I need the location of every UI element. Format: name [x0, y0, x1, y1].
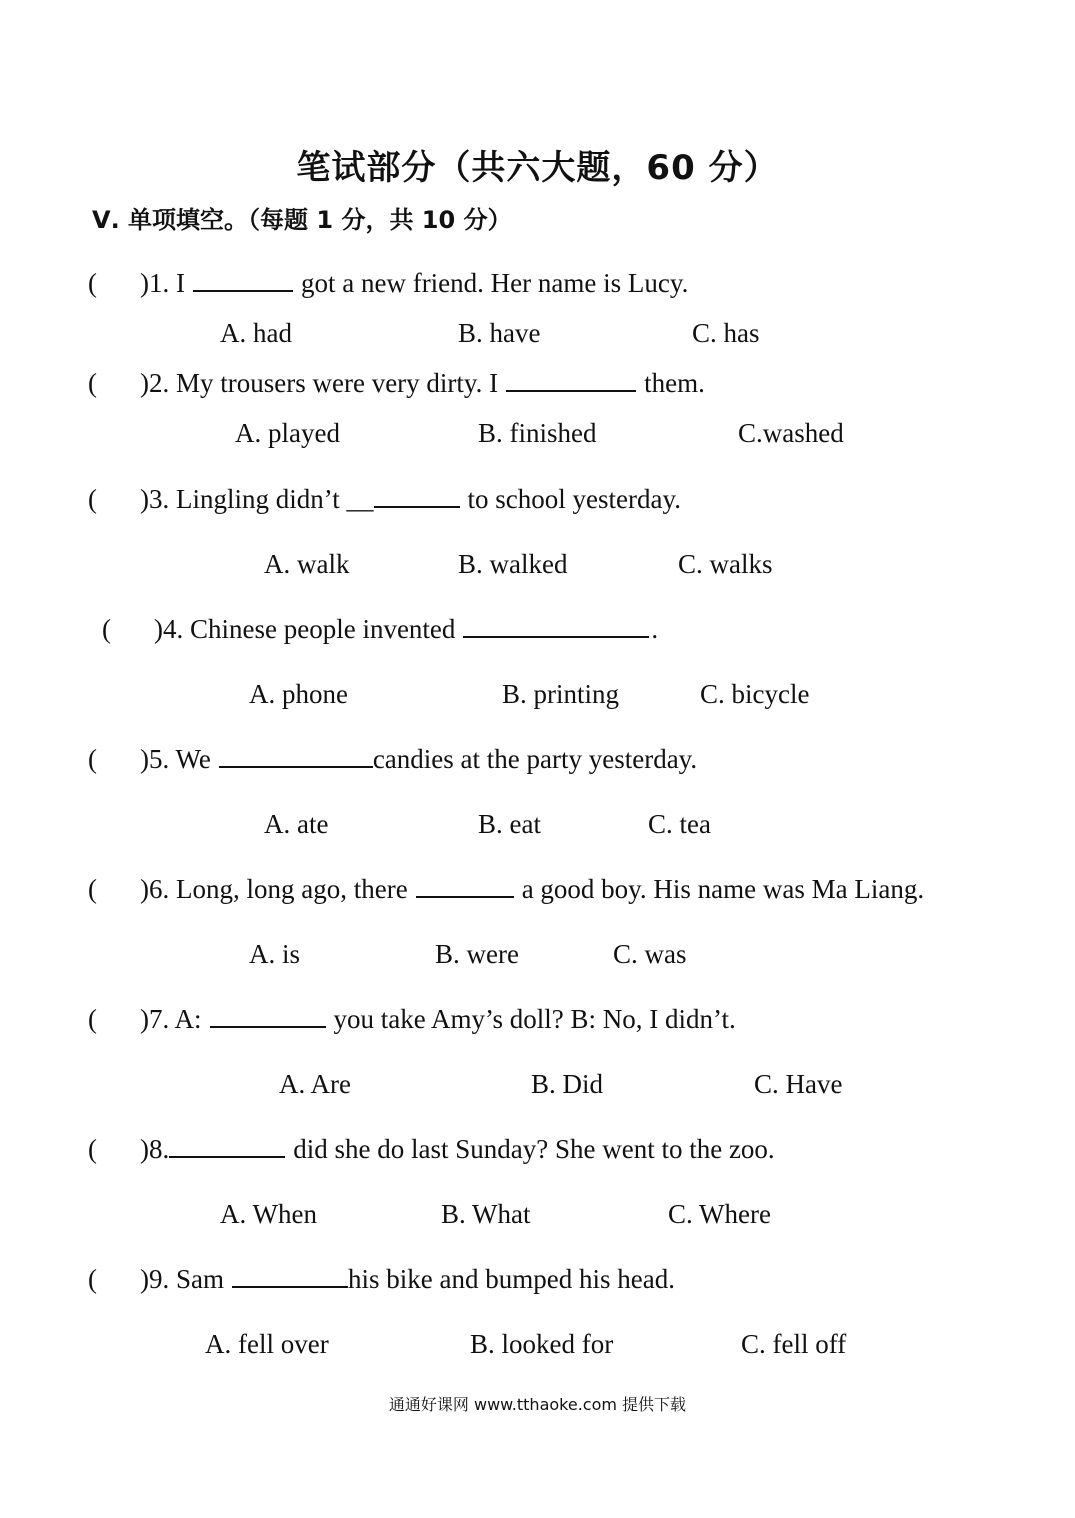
option-c: C. bicycle	[700, 679, 810, 709]
question-2	[88, 368, 705, 399]
question-rest: did she do last Sunday? She went to the zoo.	[293, 1134, 775, 1164]
question-stem: )5. We	[140, 744, 211, 774]
question-rest: you take Amy’s doll? B: No, I didn’t.	[333, 1004, 736, 1034]
option-b: B. finished	[478, 418, 597, 448]
question-stem: )3. Lingling didn’t __	[140, 484, 374, 514]
question-7	[88, 1004, 736, 1035]
question-stem: )1. I	[140, 268, 185, 298]
option-b: B. printing	[502, 679, 620, 709]
option-c: C. fell off	[741, 1329, 847, 1359]
option-a: A. When	[220, 1199, 317, 1229]
answer-blank	[210, 1004, 326, 1028]
option-c: C.washed	[738, 418, 844, 448]
question-stem: )2. My trousers were very dirty. I	[140, 368, 499, 398]
answer-blank	[463, 614, 649, 638]
option-c: C. Where	[668, 1199, 771, 1229]
option-c: C. was	[613, 939, 687, 969]
question-stem: )6. Long, long ago, there	[140, 874, 408, 904]
option-a: A. fell over	[205, 1329, 329, 1359]
question-6	[88, 874, 924, 905]
option-a: A. Are	[279, 1069, 351, 1099]
question-stem: )7. A:	[140, 1004, 202, 1034]
question-rest: them.	[644, 368, 705, 398]
option-b: B. looked for	[470, 1329, 614, 1359]
question-rest: his bike and bumped his head.	[348, 1264, 675, 1294]
question-3	[88, 484, 681, 515]
page-footer: 通通好课网 www.tthaoke.com 提供下载	[388, 1395, 687, 1414]
option-b: B. Did	[531, 1069, 604, 1099]
question-stem: )8.	[140, 1134, 170, 1164]
answer-paren: (	[88, 744, 97, 774]
question-rest: a good boy. His name was Ma Liang.	[521, 874, 925, 904]
answer-blank	[506, 368, 636, 392]
answer-blank	[374, 484, 460, 508]
option-b: B. have	[458, 318, 541, 348]
option-c: C. walks	[678, 549, 773, 579]
option-b: B. What	[441, 1199, 531, 1229]
question-4	[102, 614, 658, 645]
answer-paren: (	[88, 1134, 97, 1164]
option-b: B. walked	[458, 549, 568, 579]
question-rest: to school yesterday.	[467, 484, 681, 514]
option-c: C. tea	[648, 809, 711, 839]
option-b: B. eat	[478, 809, 541, 839]
option-a: A. phone	[249, 679, 348, 709]
option-a: A. played	[235, 418, 340, 448]
question-stem: )4. Chinese people invented	[154, 614, 456, 644]
option-a: A. walk	[264, 549, 350, 579]
answer-blank	[232, 1264, 348, 1288]
question-rest: candies at the party yesterday.	[372, 744, 698, 774]
question-stem: )9. Sam	[140, 1264, 224, 1294]
question-8	[88, 1134, 775, 1165]
answer-paren: (	[102, 614, 111, 644]
answer-blank	[219, 744, 373, 768]
option-c: C. has	[692, 318, 760, 348]
question-1	[88, 268, 688, 299]
answer-blank	[416, 874, 514, 898]
answer-paren: (	[88, 1264, 97, 1294]
question-5	[88, 744, 697, 775]
question-9	[88, 1264, 675, 1295]
option-a: A. had	[220, 318, 292, 348]
answer-paren: (	[88, 368, 97, 398]
answer-paren: (	[88, 874, 97, 904]
option-c: C. Have	[754, 1069, 843, 1099]
section-heading: Ⅴ. 单项填空。（每题 1 分，共 10 分）	[92, 206, 512, 234]
option-a: A. is	[249, 939, 301, 969]
answer-paren: (	[88, 268, 97, 298]
option-a: A. ate	[264, 809, 329, 839]
answer-blank	[193, 268, 293, 292]
option-b: B. were	[435, 939, 519, 969]
answer-blank	[169, 1134, 285, 1158]
answer-paren: (	[88, 484, 97, 514]
page-title: 笔试部分（共六大题，60 分）	[296, 148, 779, 188]
question-rest: .	[651, 614, 659, 644]
question-rest: got a new friend. Her name is Lucy.	[300, 268, 689, 298]
answer-paren: (	[88, 1004, 97, 1034]
